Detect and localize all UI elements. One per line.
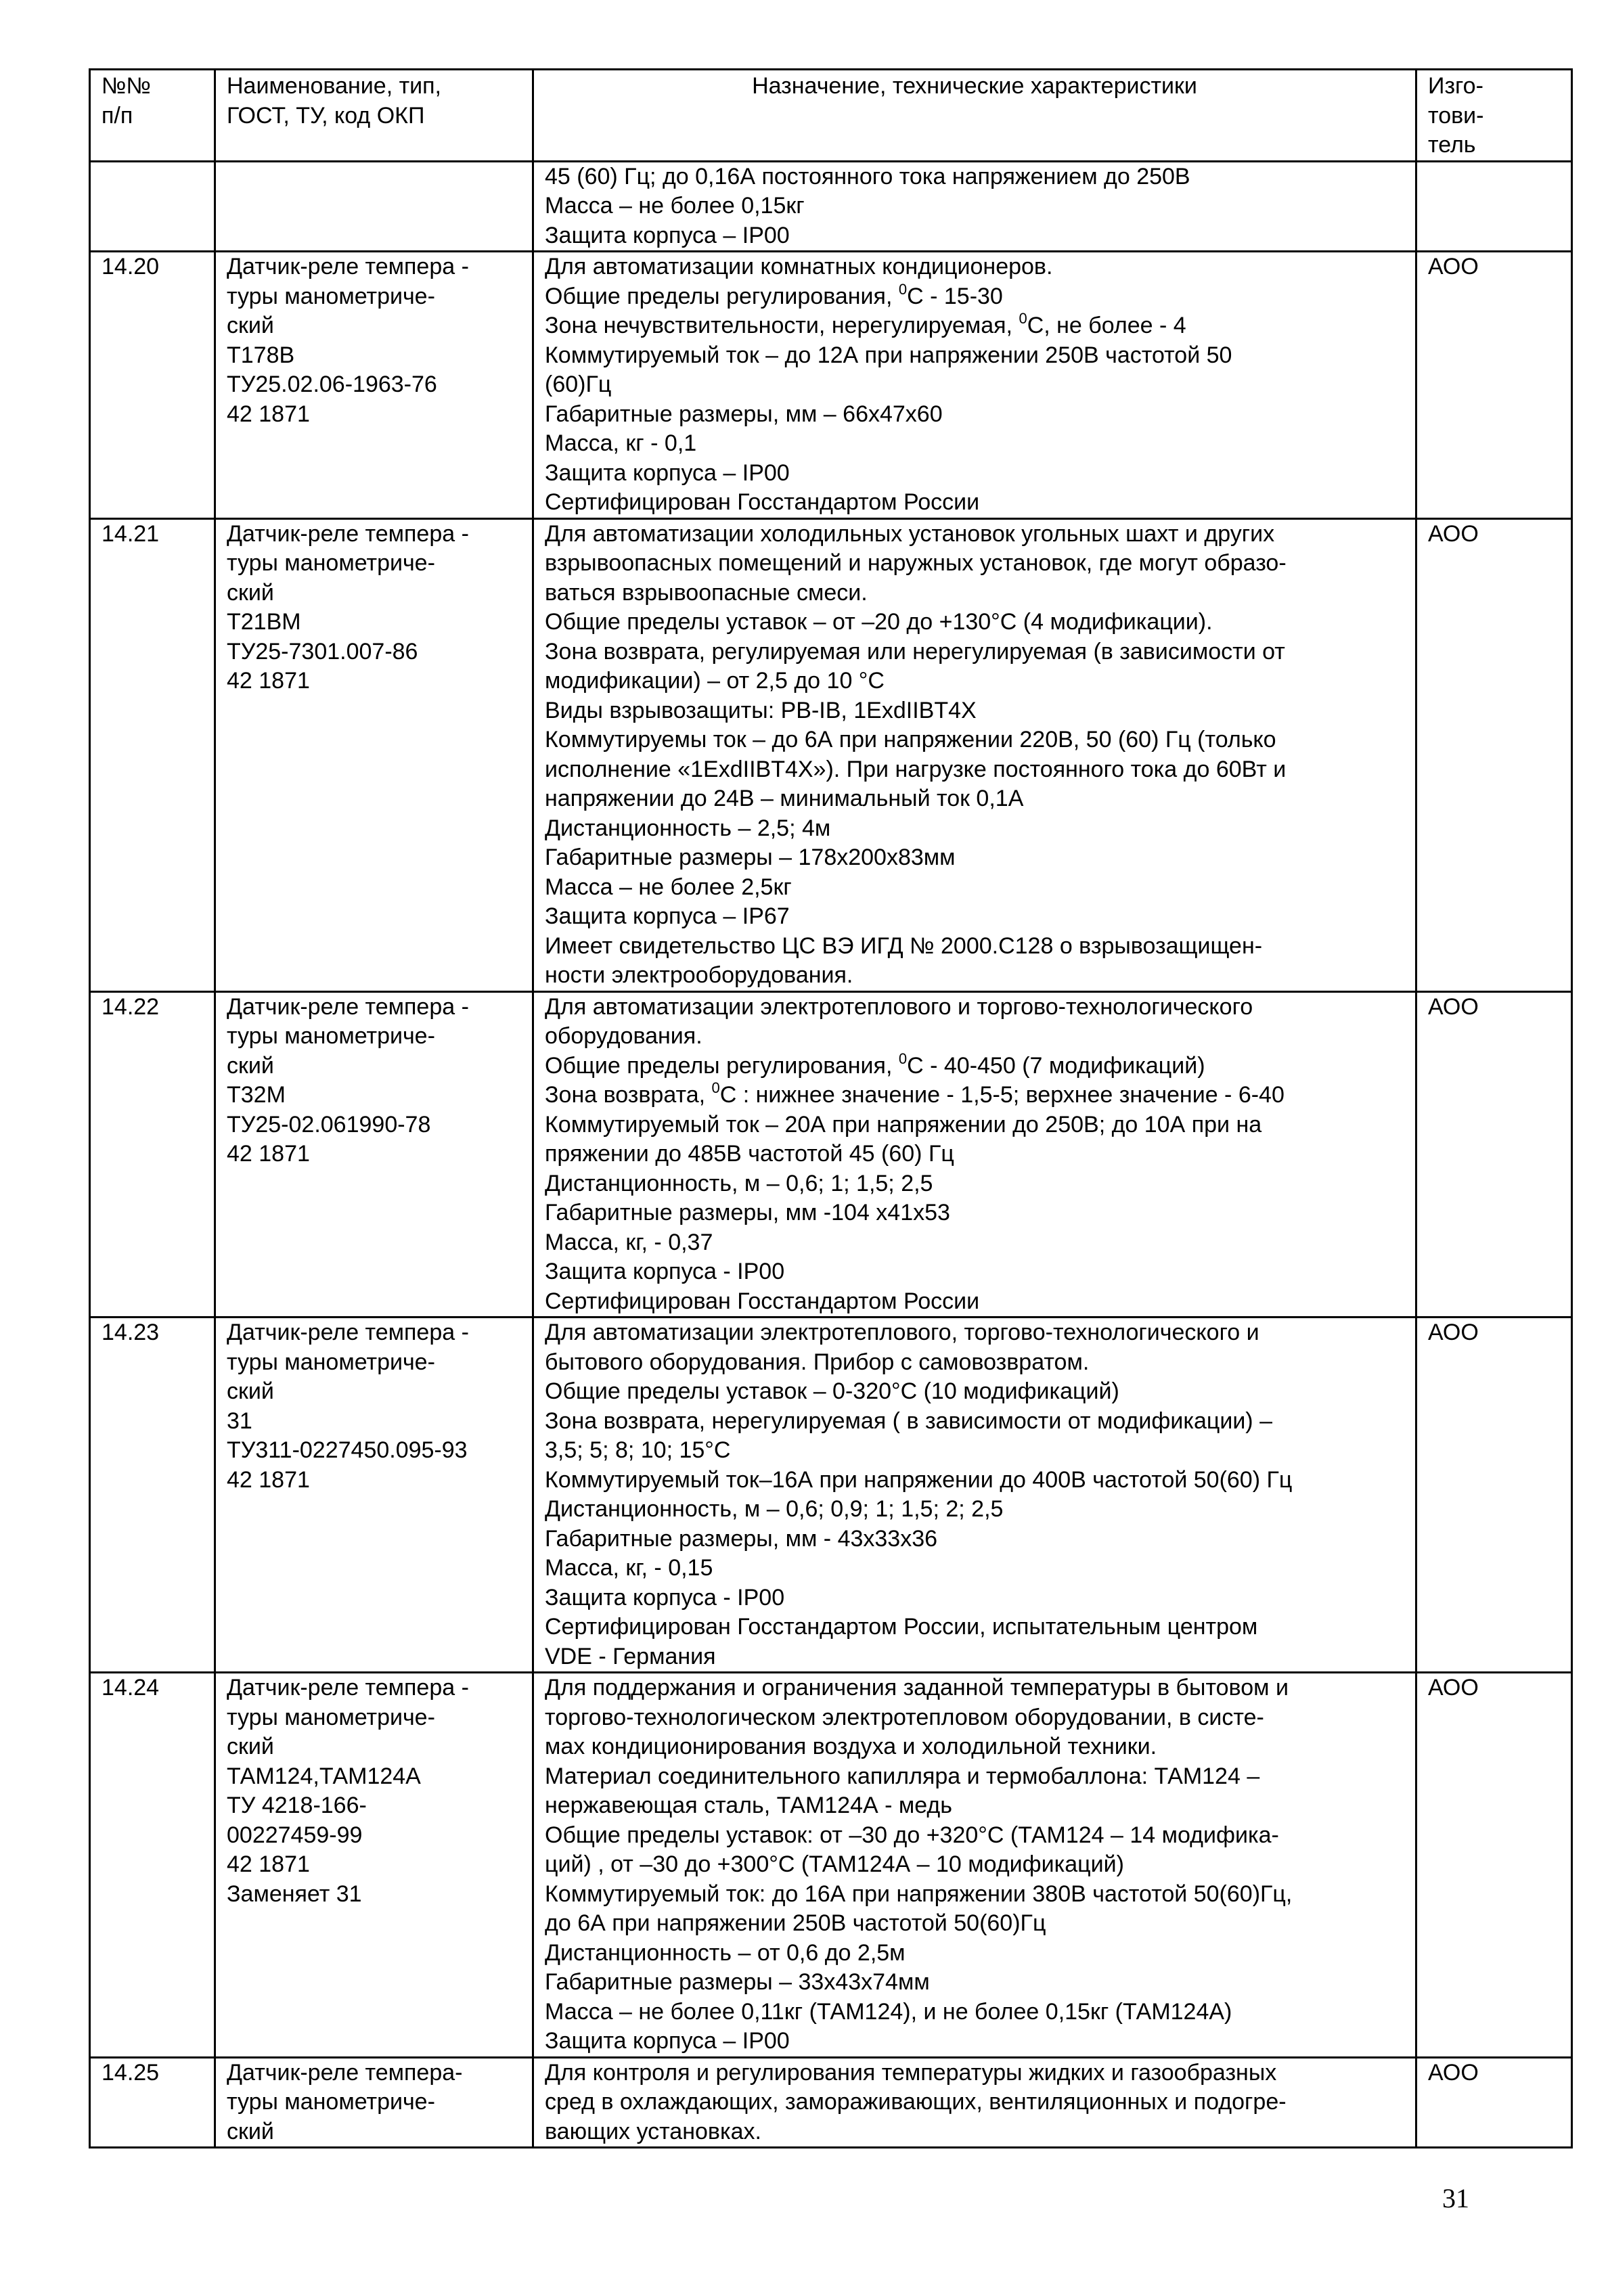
manufacturer: АОО	[1416, 991, 1572, 1318]
table-row	[90, 161, 1572, 252]
product-description-line: Дистанционность – 2,5; 4м	[545, 815, 831, 841]
degree-mark: 0	[1019, 311, 1027, 327]
row-number: 14.24	[90, 1673, 215, 2058]
product-description-line: Габаритные размеры – 33х43х74мм	[545, 1969, 930, 1995]
product-description-line: ваться взрывоопасные смеси.	[545, 579, 868, 606]
page-number: 31	[1442, 2183, 1469, 2213]
product-name-line: туры манометриче-	[227, 2089, 435, 2115]
product-description-line: до 6А при напряжении 250В частотой 50(60)Гц	[545, 1910, 1046, 1936]
product-name-line: 42 1871	[227, 1851, 310, 1877]
product-name-line: 00227459-99	[227, 1822, 363, 1848]
manufacturer: АОО	[1416, 2057, 1572, 2148]
product-description-line: 3,5; 5; 8; 10; 15°С	[545, 1437, 731, 1463]
table-row	[90, 252, 1572, 519]
product-description-line: Для поддержания и ограничения заданной температуры в бытовом и	[545, 1675, 1289, 1701]
table-row	[90, 518, 1572, 991]
product-description-line: Общие пределы уставок – 0-320°С (10 модификаций)	[545, 1378, 1119, 1404]
product-description-line: торгово-технологическом электротепловом оборудовании, в систе-	[545, 1704, 1264, 1730]
product-description-line: Габаритные размеры, мм -104 х41х53	[545, 1200, 950, 1225]
product-description-line: Защита корпуса – IP67	[545, 903, 790, 929]
product-description-line: Коммутируемый ток: до 16А при напряжении 380В частотой 50(60)Гц,	[545, 1881, 1293, 1907]
header-line: Изго-	[1428, 73, 1483, 99]
product-description-line: нержавеющая сталь, ТАМ124А - медь	[545, 1793, 952, 1818]
degree-mark: 0	[711, 1081, 720, 1096]
header-line: Назначение, технические характеристики	[752, 73, 1197, 99]
product-name-line: туры манометриче-	[227, 283, 435, 309]
product-name-line: туры манометриче-	[227, 1023, 435, 1049]
row-number: 14.21	[90, 518, 215, 991]
product-name	[215, 252, 533, 519]
manufacturer: АОО	[1416, 1318, 1572, 1673]
product-description-line: Масса – не более 0,15кг	[545, 193, 805, 219]
product-description-line: Защита корпуса - IP00	[545, 1259, 785, 1284]
product-description-line: Масса, кг, - 0,15	[545, 1555, 713, 1581]
degree-mark: 0	[898, 282, 908, 298]
product-description-line: Коммутируемы ток – до 6А при напряжении 220В, 50 (60) Гц (только	[545, 727, 1276, 752]
product-description-line: Общие пределы уставок: от –30 до +320°С (ТАМ124 – 14 модифика-	[545, 1822, 1279, 1848]
product-description-line: (60)Гц	[545, 372, 612, 397]
product-description	[533, 161, 1416, 252]
product-description-line: Дистанционность – от 0,6 до 2,5м	[545, 1939, 906, 1966]
product-name-line: Т21ВМ	[227, 609, 301, 635]
product-description-line: Дистанционность, м – 0,6; 1; 1,5; 2,5	[545, 1170, 933, 1196]
product-name-line: ский	[227, 579, 274, 606]
product-description-line: исполнение «1ExdIIBT4X»). При нагрузке постоянного тока до 60Вт и	[545, 756, 1287, 782]
product-description-line: Масса – не более 2,5кг	[545, 874, 792, 900]
product-name-line: ТАМ124,ТАМ124А	[227, 1763, 421, 1789]
header-row	[90, 70, 1572, 162]
product-description	[533, 1318, 1416, 1673]
product-name-line: Датчик-реле темпера -	[227, 520, 469, 547]
product-name-line: туры манометриче-	[227, 1704, 435, 1730]
product-name-line: ский	[227, 1378, 274, 1404]
product-name-line: 42 1871	[227, 668, 310, 694]
product-description-line: модификации) – от 2,5 до 10 °С	[545, 668, 885, 694]
manufacturer: АОО	[1416, 1673, 1572, 2058]
product-description	[533, 2057, 1416, 2148]
product-description	[533, 1673, 1416, 2058]
product-name-line: ТУ311-0227450.095-93	[227, 1437, 468, 1463]
header-line: тель	[1428, 132, 1476, 158]
table-row	[90, 1318, 1572, 1673]
product-description-line: мах кондиционирования воздуха и холодильной техники.	[545, 1734, 1157, 1759]
product-name-line: ский	[227, 1734, 274, 1759]
product-name-line: Т178В	[227, 342, 295, 368]
row-number: 14.22	[90, 991, 215, 1318]
product-description-line: Общие пределы уставок – от –20 до +130°С (4 модификации).	[545, 609, 1213, 635]
header-number	[90, 70, 215, 162]
header-line: №№	[102, 73, 151, 99]
product-description-line: Зона возврата, регулируемая или нерегулируемая (в зависимости от	[545, 638, 1285, 665]
product-description-line: Сертифицирован Госстандартом России	[545, 489, 980, 515]
table-row	[90, 991, 1572, 1318]
product-description	[533, 518, 1416, 991]
manufacturer	[1416, 161, 1572, 252]
product-description-line: Зона возврата, нерегулируемая ( в зависимости от модификации) –	[545, 1408, 1272, 1434]
product-description-line: Защита корпуса - IP00	[545, 1584, 785, 1611]
product-description-line: Материал соединительного капилляра и термобаллона: ТАМ124 –	[545, 1763, 1260, 1789]
product-name-line: Заменяет 31	[227, 1881, 362, 1907]
product-name-line: ский	[227, 313, 274, 338]
product-name-line: 42 1871	[227, 1141, 310, 1167]
product-description-line: Виды взрывозащиты: РВ-IВ, 1ExdIIBT4X	[545, 697, 977, 723]
product-name-line: ский	[227, 1052, 274, 1079]
table-row	[90, 2057, 1572, 2148]
header-name	[215, 70, 533, 162]
manufacturer: АОО	[1416, 252, 1572, 519]
product-name-line: 42 1871	[227, 401, 310, 427]
product-name-line: 31	[227, 1408, 252, 1434]
product-description-line: Для контроля и регулирования температуры жидких и газообразных	[545, 2059, 1277, 2086]
product-name-line: ТУ 4218-166-	[227, 1793, 367, 1818]
product-description-line: Масса, кг - 0,1	[545, 430, 697, 456]
product-name-line: ТУ25-02.061990-78	[227, 1111, 431, 1138]
row-number: 14.23	[90, 1318, 215, 1673]
product-name	[215, 1673, 533, 2058]
header-line: п/п	[102, 102, 133, 129]
product-description-line: ности электрооборудования.	[545, 962, 853, 988]
product-description-line: Габаритные размеры, мм – 66х47х60	[545, 401, 943, 427]
product-description-line: Для автоматизации электротеплового и торгово-технологического	[545, 993, 1253, 1020]
equipment-table	[89, 68, 1573, 2148]
product-name	[215, 2057, 533, 2148]
product-name-line: ТУ25.02.06-1963-76	[227, 372, 437, 397]
product-description-line: VDE - Германия	[545, 1643, 716, 1669]
product-description-line: Защита корпуса – IP00	[545, 459, 790, 486]
product-description-line: Габаритные размеры, мм - 43х33х36	[545, 1525, 938, 1552]
product-description-line: Зона возврата, $^0$С : нижнее значение - 1,5-5; верхнее значение - 6-40	[545, 1081, 1285, 1108]
product-description	[533, 252, 1416, 519]
row-number: 14.20	[90, 252, 215, 519]
product-name-line: туры манометриче-	[227, 1349, 435, 1375]
product-description-line: вающих установках.	[545, 2118, 761, 2144]
manufacturer: АОО	[1416, 518, 1572, 991]
table-header	[90, 70, 1572, 162]
product-description-line: Коммутируемый ток – до 12А при напряжении 250В частотой 50	[545, 342, 1232, 368]
product-name	[215, 1318, 533, 1673]
product-description-line: Общие пределы регулирования, $^0$С - 40-450 (7 модификаций)	[545, 1051, 1205, 1079]
product-description-line: Для автоматизации электротеплового, торгово-технологического и	[545, 1320, 1259, 1345]
header-manufacturer	[1416, 70, 1572, 162]
product-description-line: Общие пределы регулирования, $^0$С - 15-30	[545, 282, 1003, 309]
product-name	[215, 518, 533, 991]
product-name	[215, 161, 533, 252]
product-name	[215, 991, 533, 1318]
product-description-line: Масса – не более 0,11кг (ТАМ124), и не более 0,15кг (ТАМ124А)	[545, 1998, 1232, 2025]
table-row	[90, 1673, 1572, 2058]
product-description-line: Дистанционность, м – 0,6; 0,9; 1; 1,5; 2; 2,5	[545, 1496, 1004, 1522]
product-description-line: взрывоопасных помещений и наружных установок, где могут образо-	[545, 550, 1287, 576]
header-description	[533, 70, 1416, 162]
product-name-line: Датчик-реле темпера -	[227, 1675, 469, 1701]
header-line: ГОСТ, ТУ, код ОКП	[227, 102, 425, 129]
product-description-line: Коммутируемый ток–16А при напряжении до 400В частотой 50(60) Гц	[545, 1466, 1293, 1493]
product-description-line: Коммутируемый ток – 20А при напряжении до 250В; до 10А при на	[545, 1111, 1262, 1138]
product-description-line: Зона нечувствительности, нерегулируемая, $^0$С, не более - 4	[545, 311, 1186, 338]
product-description-line: напряжении до 24В – минимальный ток 0,1А	[545, 786, 1024, 811]
product-description-line: Для автоматизации холодильных установок угольных шахт и других	[545, 520, 1275, 547]
product-name-line: Т32М	[227, 1082, 286, 1108]
product-description-line: сред в охлаждающих, замораживающих, вентиляционных и подогре-	[545, 2089, 1287, 2115]
product-description-line: пряжении до 485В частотой 45 (60) Гц	[545, 1141, 954, 1167]
product-name-line: ский	[227, 2118, 274, 2144]
product-description-line: Сертифицирован Госстандартом России, испытательным центром	[545, 1614, 1258, 1640]
product-name-line: Датчик-реле темпера -	[227, 1320, 469, 1345]
header-line: тови-	[1428, 102, 1484, 129]
product-description-line: Имеет свидетельство ЦС ВЭ ИГД № 2000.С128 о взрывозащищен-	[545, 932, 1263, 959]
product-name-line: ТУ25-7301.007-86	[227, 638, 418, 665]
table-body	[90, 161, 1572, 2148]
row-number	[90, 161, 215, 252]
product-description-line: 45 (60) Гц; до 0,16А постоянного тока напряжением до 250В	[545, 163, 1190, 189]
product-description-line: ций) , от –30 до +300°С (ТАМ124А – 10 модификаций)	[545, 1851, 1124, 1877]
product-description-line: Защита корпуса – IP00	[545, 2028, 790, 2054]
product-description	[533, 991, 1416, 1318]
product-description-line: Для автоматизации комнатных кондиционеров.	[545, 254, 1053, 279]
product-description-line: Сертифицирован Госстандартом России	[545, 1288, 980, 1314]
product-description-line: Масса, кг, - 0,37	[545, 1229, 713, 1255]
product-name-line: 42 1871	[227, 1466, 310, 1493]
product-name-line: Датчик-реле темпера -	[227, 993, 469, 1020]
header-line: Наименование, тип,	[227, 73, 442, 99]
product-description-line: оборудования.	[545, 1023, 702, 1049]
product-description-line: Защита корпуса – IP00	[545, 222, 790, 248]
product-name-line: Датчик-реле темпера -	[227, 254, 469, 279]
product-name-line: Датчик-реле темпера-	[227, 2059, 463, 2086]
row-number: 14.25	[90, 2057, 215, 2148]
product-name-line: туры манометриче-	[227, 550, 435, 576]
product-description-line: Габаритные размеры – 178х200х83мм	[545, 845, 956, 870]
product-description-line: бытового оборудования. Прибор с самовозвратом.	[545, 1349, 1090, 1375]
degree-mark: 0	[898, 1051, 908, 1067]
